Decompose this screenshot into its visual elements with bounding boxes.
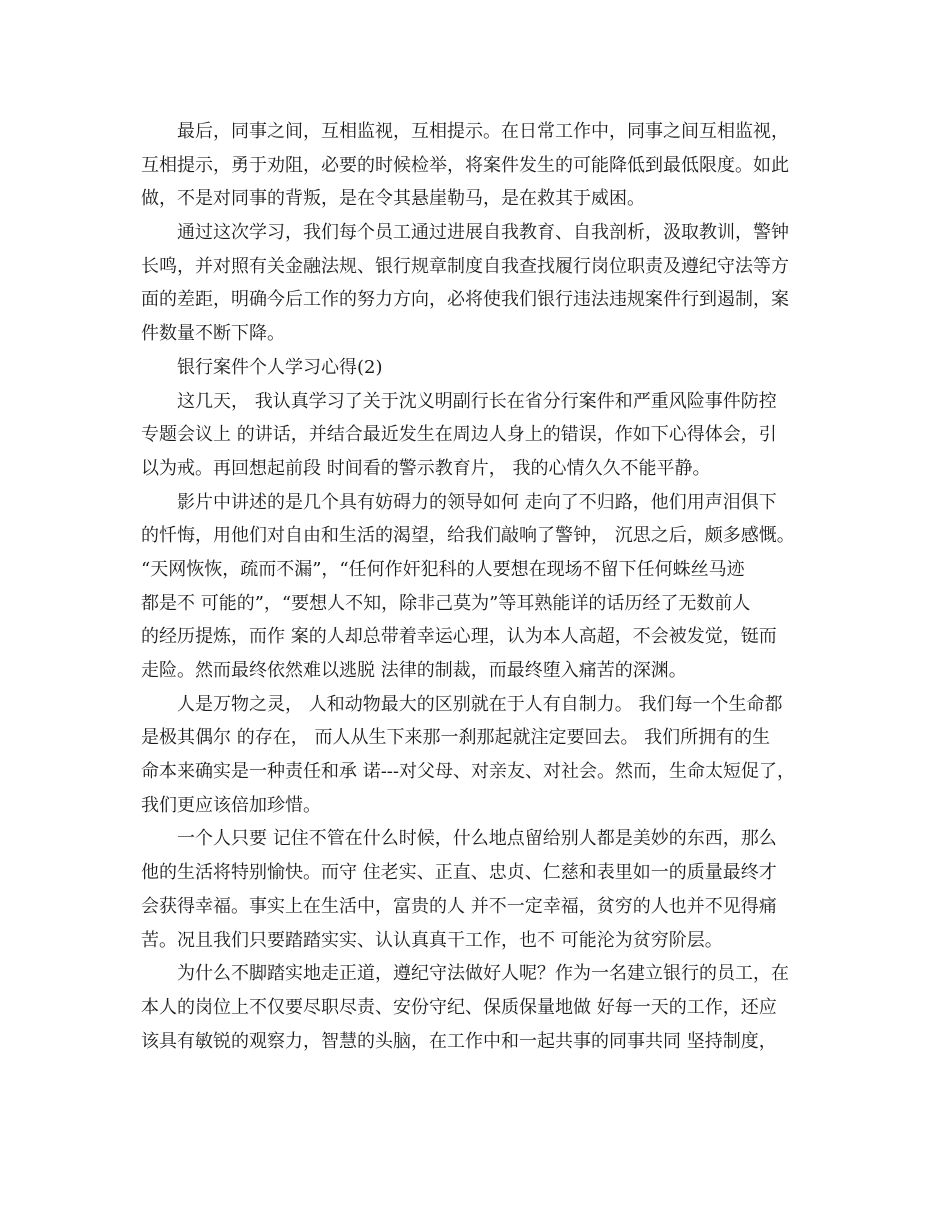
text-line: 苦。况且我们只要踏踏实实、认认真真干工作，也不 可能沦为贫穷阶层。 — [141, 929, 723, 951]
text-line: 他的生活将特别愉快。而守 住老实、正直、忠贞、仁慈和表里如一的质量最终才 — [141, 862, 777, 884]
text-line: 一个人只要 记住不管在什么时候，什么地点留给别人都是美妙的东西，那么 — [177, 828, 777, 850]
text-line: 面的差距，明确今后工作的努力方向，必将使我们银行违法违规案件行到遏制，案 — [141, 289, 789, 311]
text-line: 会获得幸福。事实上在生活中，富贵的人 并不一定幸福，贫穷的人也并不见得痛 — [141, 895, 777, 917]
text-line: 影片中讲述的是几个具有妨碍力的领导如何 走向了不归路，他们用声泪俱下 — [177, 491, 777, 513]
document-body — [141, 115, 827, 1058]
text-line: 最后，同事之间，互相监视，互相提示。在日常工作中，同事之间互相监视， — [177, 121, 789, 142]
text-line: 通过这次学习，我们每个员工通过进展自我教育、自我剖析，汲取教训，警钟 — [177, 222, 789, 244]
text-line: 我们更应该倍加珍惜。 — [141, 794, 321, 816]
text-line: “天网恢恢，疏而不漏”，“任何作奸犯科的人要想在现场不留下任何蛛丝马迹 — [141, 558, 745, 580]
text-line: 互相提示，勇于劝阻，必要的时候检举，将案件发生的可能降低到最低限度。如此 — [141, 154, 789, 176]
text-line: 这几天， 我认真学习了关于沈义明副行长在省分行案件和严重风险事件防控 — [177, 390, 777, 412]
text-line: 的忏悔，用他们对自由和生活的渴望，给我们敲响了警钟， 沉思之后，颇多感慨。 — [141, 525, 795, 547]
text-line: 件数量不断下降。 — [141, 323, 285, 345]
text-line: 该具有敏锐的观察力，智慧的头脑，在工作中和一起共事的同事共同 坚持制度， — [141, 1030, 777, 1052]
text-line: 命本来确实是一种责任和承 诺---对父母、对亲友、对社会。然而，生命太短促了， — [141, 761, 795, 783]
text-line: 人是万物之灵， 人和动物最大的区别就在于人有自制力。 我们每一个生命都 — [177, 693, 783, 715]
text-line: 长鸣，并对照有关金融法规、银行规章制度自我查找履行岗位职责及遵纪守法等方 — [141, 255, 789, 277]
text-line: 为什么不脚踏实地走正道，遵纪守法做好人呢？作为一名建立银行的员工，在 — [177, 963, 789, 985]
text-line: 走险。然而最终依然难以逃脱 法律的制裁，而最终堕入痛苦的深渊。 — [141, 660, 687, 681]
text-line: 本人的岗位上不仅要尽职尽责、安份守纪、保质保量地做 好每一天的工作，还应 — [141, 996, 777, 1018]
text-line: 专题会议上 的讲话，并结合最近发生在周边人身上的错误，作如下心得体会，引 — [141, 424, 777, 446]
text-line: 银行案件个人学习心得(2) — [177, 356, 383, 378]
text-line: 做，不是对同事的背叛，是在令其悬崖勒马，是在救其于威困。 — [141, 188, 645, 210]
text-line: 都是不 可能的”，“要想人不知，除非己莫为”等耳熟能详的话历经了无数前人 — [141, 592, 751, 614]
text-line: 是极其偶尔 的存在， 而人从生下来那一刹那起就注定要回去。 我们所拥有的生 — [141, 727, 771, 749]
text-line: 以为戒。再回想起前段 时间看的警示教育片， 我的心情久久不能平静。 — [141, 457, 711, 479]
text-line: 的经历提炼，而作 案的人却总带着幸运心理，认为本人高超，不会被发觉，铤而 — [141, 626, 777, 648]
